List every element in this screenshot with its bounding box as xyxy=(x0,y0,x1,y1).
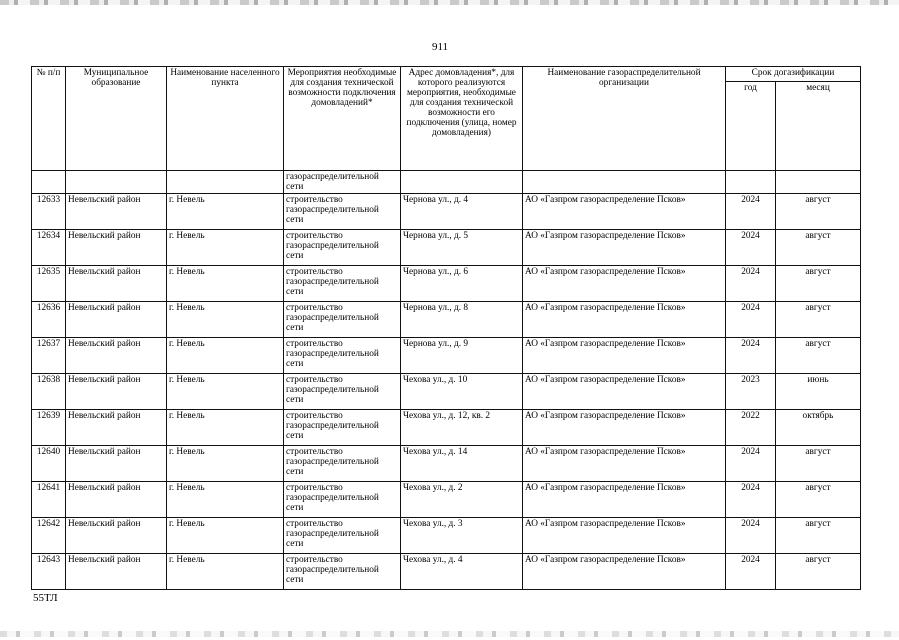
row-settlement: г. Невель xyxy=(167,482,284,518)
row-gas-org: АО «Газпром газораспределение Псков» xyxy=(523,554,726,590)
row-num: 12637 xyxy=(32,338,66,374)
row-settlement: г. Невель xyxy=(167,518,284,554)
page-number: 911 xyxy=(431,41,449,53)
table-row xyxy=(32,302,861,338)
table-row xyxy=(32,266,861,302)
row-address: Чернова ул., д. 9 xyxy=(401,338,523,374)
header-num: № п/п xyxy=(32,67,66,171)
table-row xyxy=(32,482,861,518)
row-address: Чехова ул., д. 3 xyxy=(401,518,523,554)
table-row xyxy=(32,554,861,590)
row-municipality: Невельский район xyxy=(66,518,167,554)
row-municipality: Невельский район xyxy=(66,338,167,374)
header-settlement: Наименование населенного пункта xyxy=(167,67,284,171)
row-gas-org: АО «Газпром газораспределение Псков» xyxy=(523,230,726,266)
header-month: месяц xyxy=(776,82,861,171)
row-num: 12634 xyxy=(32,230,66,266)
row-gas-org: АО «Газпром газораспределение Псков» xyxy=(523,374,726,410)
row-address: Чернова ул., д. 4 xyxy=(401,194,523,230)
table-row xyxy=(32,446,861,482)
table-row xyxy=(32,410,861,446)
row-gas-org: АО «Газпром газораспределение Псков» xyxy=(523,410,726,446)
row-month: июнь xyxy=(776,374,861,410)
row-year: 2024 xyxy=(726,266,776,302)
row-address: Чехова ул., д. 12, кв. 2 xyxy=(401,410,523,446)
row-settlement: г. Невель xyxy=(167,374,284,410)
row-municipality: Невельский район xyxy=(66,194,167,230)
table-row xyxy=(32,338,861,374)
row-month: август xyxy=(776,230,861,266)
row-year: 2024 xyxy=(726,194,776,230)
header-year: год xyxy=(726,82,776,171)
row-num: 12642 xyxy=(32,518,66,554)
header-gas-org: Наименование газораспределительной организации xyxy=(523,67,726,171)
row-municipality: Невельский район xyxy=(66,302,167,338)
row-municipality: Невельский район xyxy=(66,410,167,446)
row-address: Чехова ул., д. 2 xyxy=(401,482,523,518)
row-settlement: г. Невель xyxy=(167,302,284,338)
continuation-measure: газораспределительной сети xyxy=(284,171,401,194)
table-row xyxy=(32,230,861,266)
gasification-table xyxy=(31,66,861,590)
row-measure: строительство газораспределительной сети xyxy=(284,266,401,302)
row-settlement: г. Невель xyxy=(167,554,284,590)
row-month: август xyxy=(776,266,861,302)
row-year: 2024 xyxy=(726,338,776,374)
row-year: 2024 xyxy=(726,518,776,554)
row-gas-org: АО «Газпром газораспределение Псков» xyxy=(523,482,726,518)
header-municipality: Муниципальное образование xyxy=(66,67,167,171)
row-num: 12640 xyxy=(32,446,66,482)
row-month: август xyxy=(776,482,861,518)
row-settlement: г. Невель xyxy=(167,446,284,482)
table-row xyxy=(32,374,861,410)
row-gas-org: АО «Газпром газораспределение Псков» xyxy=(523,266,726,302)
row-municipality: Невельский район xyxy=(66,482,167,518)
row-settlement: г. Невель xyxy=(167,194,284,230)
row-num: 12638 xyxy=(32,374,66,410)
row-num: 12641 xyxy=(32,482,66,518)
row-measure: строительство газораспределительной сети xyxy=(284,554,401,590)
row-gas-org: АО «Газпром газораспределение Псков» xyxy=(523,194,726,230)
row-municipality: Невельский район xyxy=(66,446,167,482)
row-settlement: г. Невель xyxy=(167,230,284,266)
row-settlement: г. Невель xyxy=(167,266,284,302)
scan-artifact-top xyxy=(0,0,899,5)
row-address: Чехова ул., д. 10 xyxy=(401,374,523,410)
row-measure: строительство газораспределительной сети xyxy=(284,374,401,410)
scan-artifact-bottom xyxy=(0,631,899,637)
row-settlement: г. Невель xyxy=(167,338,284,374)
row-num: 12639 xyxy=(32,410,66,446)
row-gas-org: АО «Газпром газораспределение Псков» xyxy=(523,302,726,338)
row-month: август xyxy=(776,194,861,230)
row-measure: строительство газораспределительной сети xyxy=(284,194,401,230)
row-measure: строительство газораспределительной сети xyxy=(284,518,401,554)
row-month: август xyxy=(776,518,861,554)
header-address: Адрес домовладения*, для которого реализуются мероприятия, необходимые для создания технической возможности его подключения (улица, номер домовладения) xyxy=(401,67,523,171)
header-measures: Мероприятия необходимые для создания технической возможности подключения домовладений* xyxy=(284,67,401,171)
row-settlement: г. Невель xyxy=(167,410,284,446)
row-municipality: Невельский район xyxy=(66,266,167,302)
row-month: август xyxy=(776,554,861,590)
row-measure: строительство газораспределительной сети xyxy=(284,338,401,374)
row-gas-org: АО «Газпром газораспределение Псков» xyxy=(523,446,726,482)
row-address: Чехова ул., д. 14 xyxy=(401,446,523,482)
row-month: август xyxy=(776,302,861,338)
row-year: 2024 xyxy=(726,446,776,482)
row-year: 2024 xyxy=(726,482,776,518)
row-measure: строительство газораспределительной сети xyxy=(284,482,401,518)
table-body xyxy=(32,194,861,590)
row-municipality: Невельский район xyxy=(66,374,167,410)
row-municipality: Невельский район xyxy=(66,554,167,590)
row-num: 12635 xyxy=(32,266,66,302)
continuation-row xyxy=(32,171,861,194)
row-gas-org: АО «Газпром газораспределение Псков» xyxy=(523,518,726,554)
row-year: 2024 xyxy=(726,230,776,266)
row-measure: строительство газораспределительной сети xyxy=(284,302,401,338)
row-num: 12636 xyxy=(32,302,66,338)
row-year: 2024 xyxy=(726,554,776,590)
row-address: Чехова ул., д. 4 xyxy=(401,554,523,590)
row-num: 12633 xyxy=(32,194,66,230)
table-row xyxy=(32,194,861,230)
footer-code: 55ТЛ xyxy=(33,592,58,604)
row-month: август xyxy=(776,446,861,482)
row-measure: строительство газораспределительной сети xyxy=(284,446,401,482)
row-month: октябрь xyxy=(776,410,861,446)
row-num: 12643 xyxy=(32,554,66,590)
header-deadline: Срок догазификации xyxy=(726,67,861,82)
row-municipality: Невельский район xyxy=(66,230,167,266)
row-year: 2022 xyxy=(726,410,776,446)
row-measure: строительство газораспределительной сети xyxy=(284,410,401,446)
row-gas-org: АО «Газпром газораспределение Псков» xyxy=(523,338,726,374)
row-year: 2023 xyxy=(726,374,776,410)
table-header-row xyxy=(32,67,861,82)
row-address: Чернова ул., д. 5 xyxy=(401,230,523,266)
row-address: Чернова ул., д. 6 xyxy=(401,266,523,302)
row-measure: строительство газораспределительной сети xyxy=(284,230,401,266)
row-year: 2024 xyxy=(726,302,776,338)
table-row xyxy=(32,518,861,554)
row-month: август xyxy=(776,338,861,374)
row-address: Чернова ул., д. 8 xyxy=(401,302,523,338)
